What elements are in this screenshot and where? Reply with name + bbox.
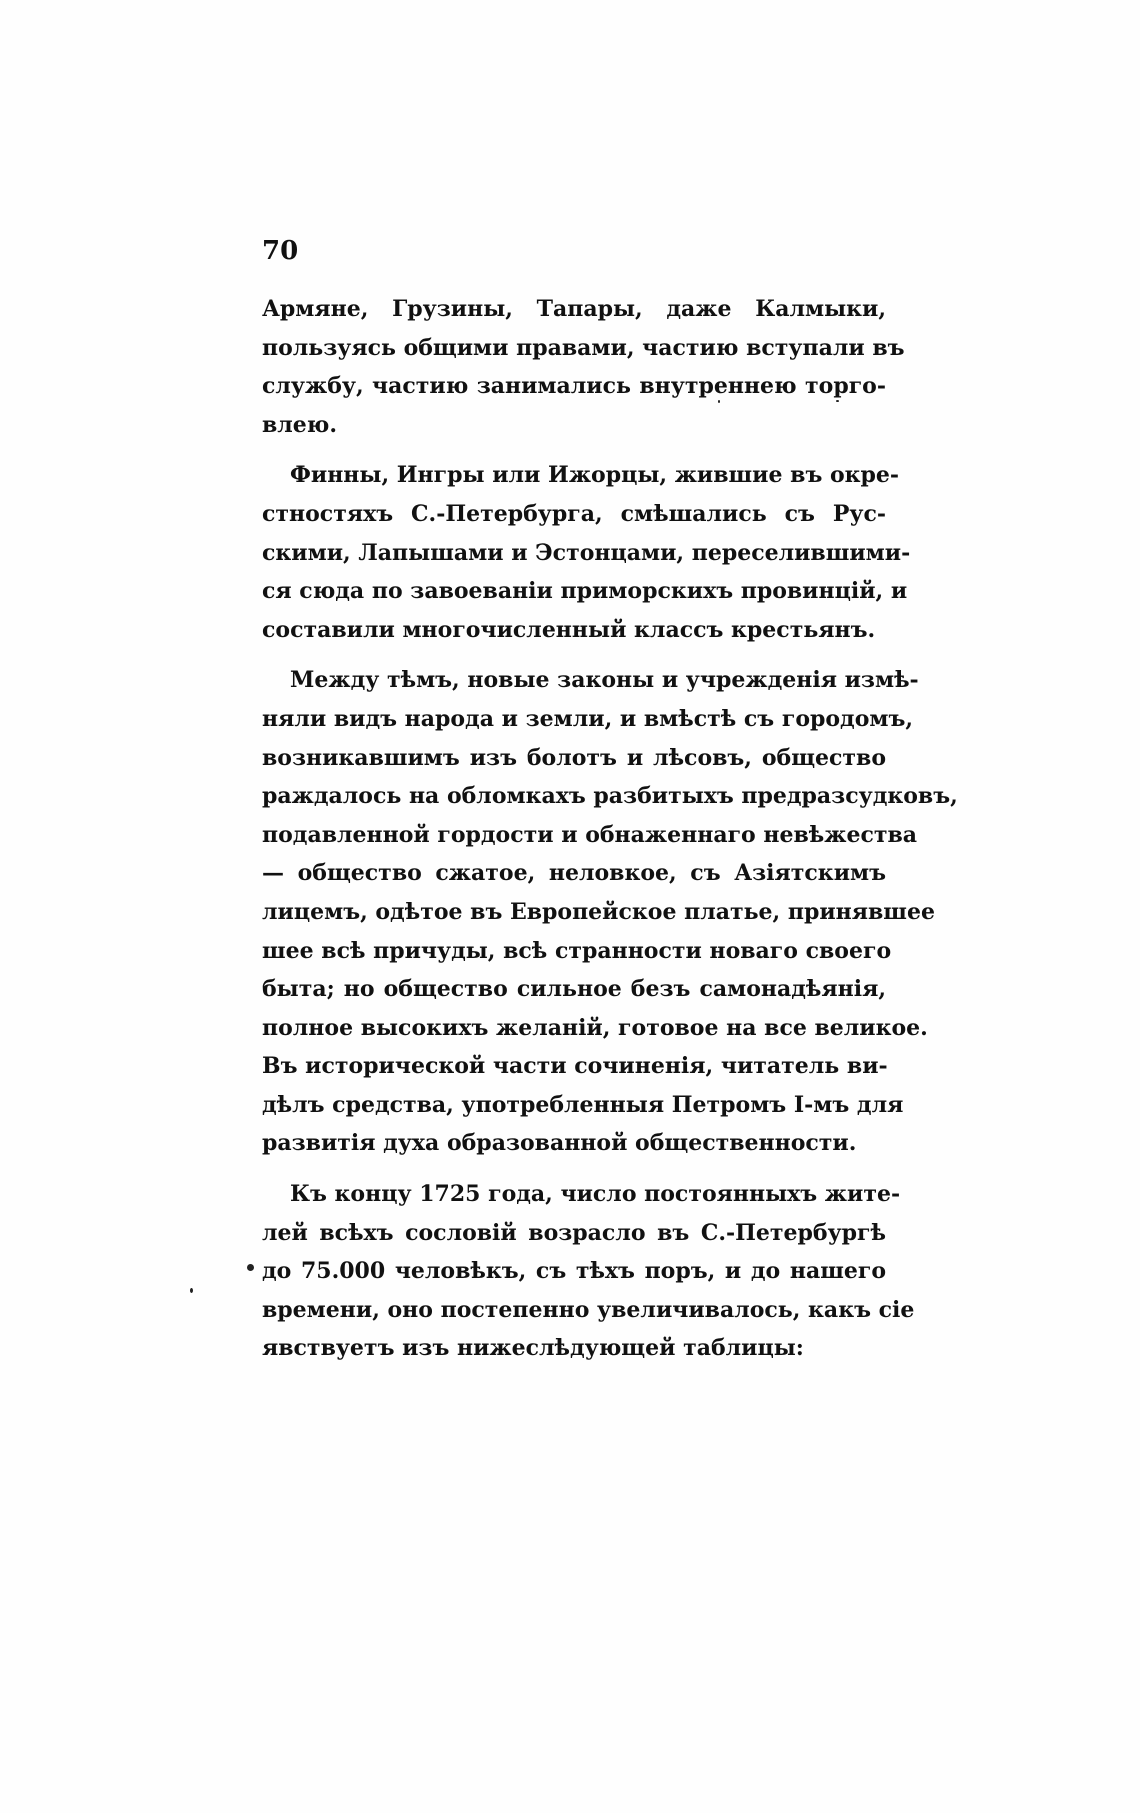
text-line: влею. (262, 411, 338, 438)
text-line: лицемъ, одѣтое въ Европейское платье, принявшее (262, 898, 935, 925)
text-line: Между тѣмъ, новые законы и учрежденія измѣ- (290, 667, 919, 694)
text-line: полное высокихъ желаній, готовое на все великое. (262, 1014, 928, 1041)
text-line: Финны, Ингры или Ижорцы, жившие въ окре- (290, 462, 900, 489)
text-line: службу, частию занимались внутреннею торго- (262, 373, 886, 400)
paragraph-3 (262, 661, 958, 1163)
text-line: лей всѣхъ сословій возрасло въ С.-Петербургѣ (262, 1219, 886, 1246)
text-line: Армяне, Грузины, Тапары, даже Калмыки, (262, 296, 886, 322)
text-line: пользуясь общими правами, частию вступали въ (262, 334, 905, 361)
scan-speck (247, 1264, 254, 1271)
text-line: — общество сжатое, неловкое, съ Азіятскимъ (262, 860, 886, 887)
scan-speck (190, 1288, 193, 1293)
text-line: дѣлъ средства, употребленныя Петромъ I-мъ для (262, 1091, 904, 1118)
text-line: Къ концу 1725 года, число постоянныхъ жите- (290, 1181, 901, 1208)
text-line: ся сюда по завоеваніи приморскихъ провинцій, и (262, 578, 908, 605)
text-line: подавленной гордости и обнаженнаго невѣжества (262, 821, 918, 848)
text-line: раждалось на обломкахъ разбитыхъ предразсудковъ, (262, 783, 958, 810)
text-line: Въ исторической части сочиненія, читатель ви- (262, 1053, 888, 1080)
text-line: стностяхъ С.-Петербурга, смѣшались съ Рус- (262, 500, 886, 527)
text-line: составили многочисленный классъ крестьянъ. (262, 616, 876, 643)
text-line: до 75.000 человѣкъ, съ тѣхъ поръ, и до нашего (262, 1258, 886, 1285)
paragraph-2 (262, 456, 911, 649)
text-line: времени, оно постепенно увеличивалось, какъ сіе (262, 1296, 915, 1323)
text-line: скими, Лапышами и Эстонцами, переселившими- (262, 539, 911, 566)
text-line: развитія духа образованной общественности. (262, 1130, 857, 1157)
text-line: шее всѣ причуды, всѣ странности новаго своего (262, 937, 892, 964)
paragraph-4 (262, 1175, 915, 1368)
text-line: явствуетъ изъ нижеслѣдующей таблицы: (262, 1335, 804, 1362)
text-line: няли видъ народа и земли, и вмѣстѣ съ городомъ, (262, 705, 914, 732)
text-line: возникавшимъ изъ болотъ и лѣсовъ, общество (262, 744, 886, 771)
body-text (262, 290, 958, 1368)
scan-speck (718, 400, 720, 403)
paragraph-1 (262, 290, 905, 444)
text-line: быта; но общество сильное безъ самонадѣянія, (262, 976, 886, 1003)
scan-speck (836, 400, 839, 402)
page-number: 70 (262, 236, 299, 266)
